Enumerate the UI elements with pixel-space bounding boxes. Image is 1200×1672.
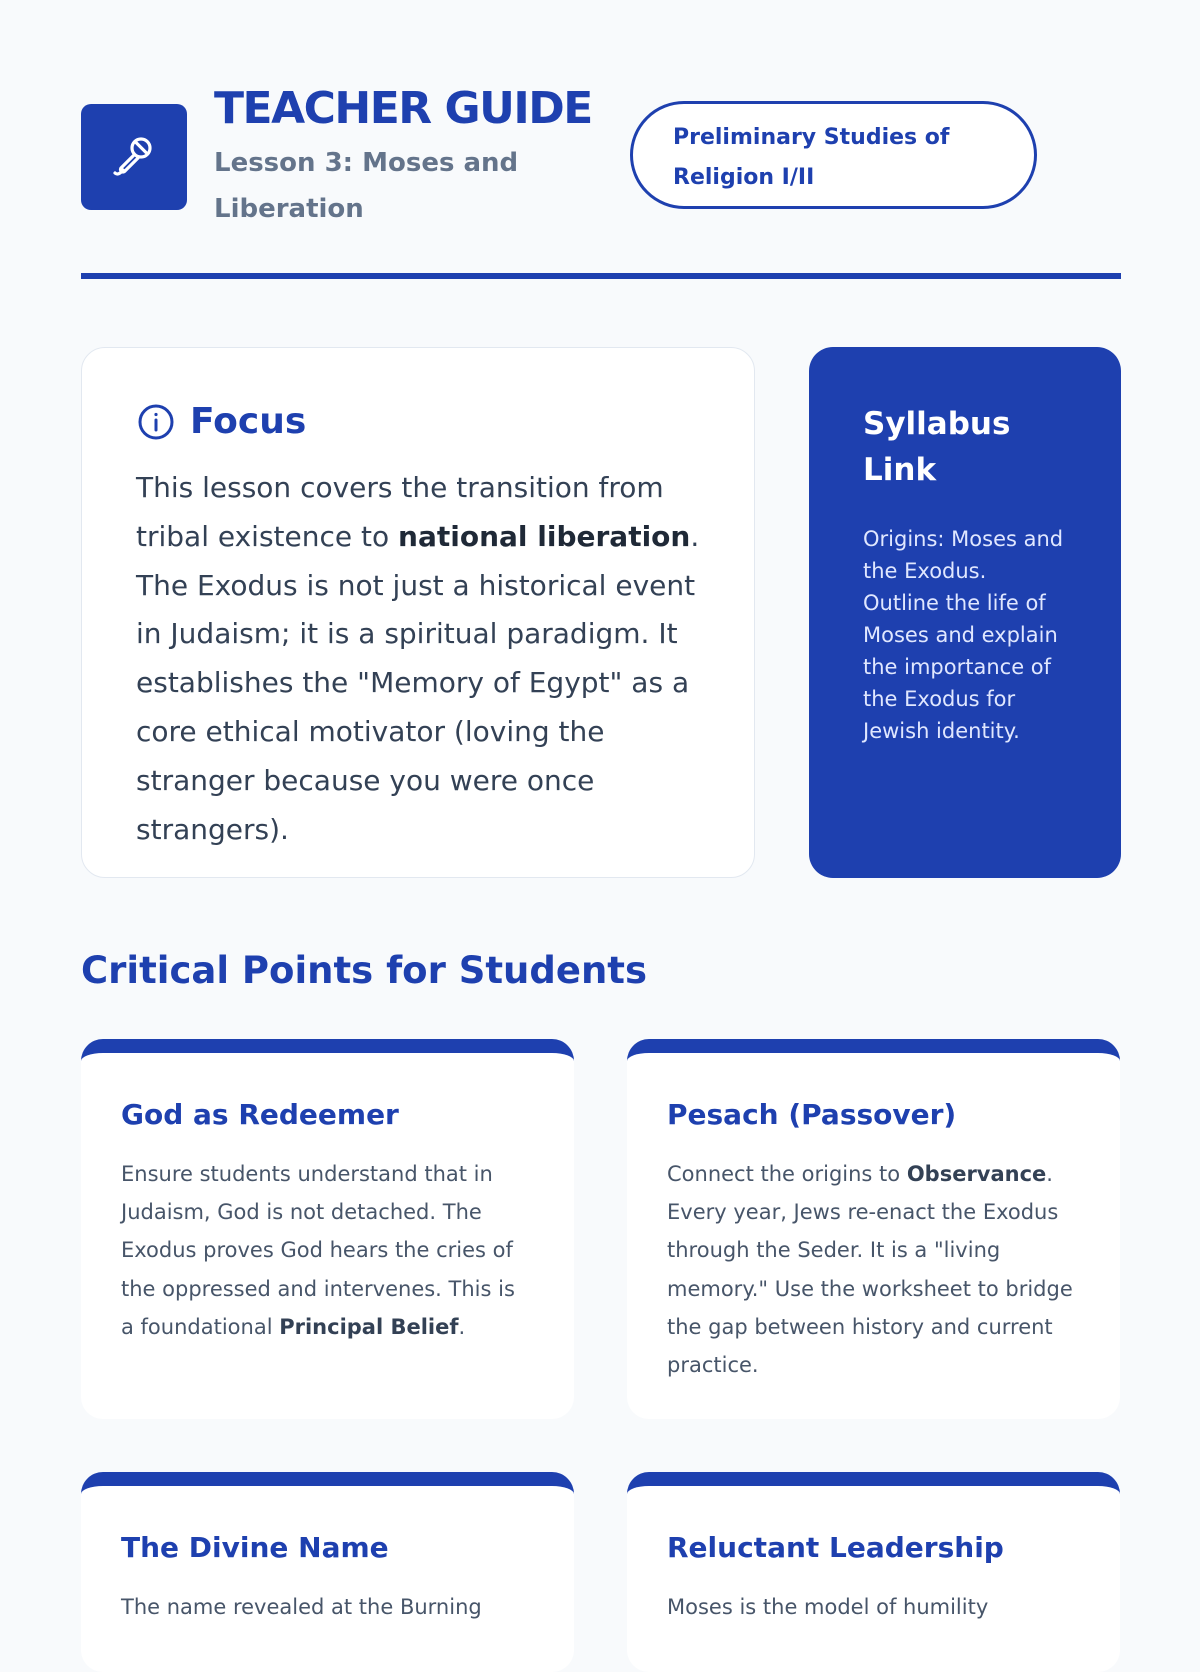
point-card-pesach [627,1039,1120,1419]
point-card-reluctant-leadership [627,1472,1120,1672]
point-card-god-as-redeemer [81,1039,574,1419]
syllabus-title: Syllabus Link [863,406,1011,488]
syllabus-origin: Origins: Moses and the Exodus. [863,527,1064,583]
point-text-part: . Every year, Jews re-enact the Exodus through the Seder. It is a "living memory." Use the worksheet to bridge the gap between history and current practice. [667,1162,1073,1378]
critical-points-title: Critical Points for Students [81,949,648,992]
logo-badge [81,104,187,210]
point-card-title: The Divine Name [121,1531,389,1564]
point-text-part: The name revealed at the Burning [121,1595,482,1619]
course-badge: Preliminary Studies of Religion I/II [630,101,1037,209]
point-text-part: . [458,1314,466,1339]
point-card-text [667,1588,1080,1626]
point-text-part: Ensure students understand that in Judaism, God is not detached. The Exodus proves God hears the cries of the oppressed and intervenes. This is a foundational [121,1162,515,1339]
point-text-part: Connect the origins to [667,1162,907,1186]
point-text-emphasis: Observance [906,1162,1047,1186]
page-header [81,84,1121,234]
syllabus-outcome: Outline the life of Moses and explain the importance of the Exodus for Jewish identity. [863,591,1058,743]
syllabus-text [863,523,1067,747]
point-card-title: Reluctant Leadership [667,1531,1004,1564]
point-card-text [121,1155,534,1346]
focus-text-body: The Exodus is not just a historical event in Judaism; it is a spiritual paradigm. It establishes the "Memory of Egypt" as a core ethical motivator (loving the stranger because you were once strangers). [136,568,696,846]
focus-text-part: . [690,519,700,553]
focus-heading [136,398,700,446]
point-text-emphasis: Principal Belief [279,1314,459,1339]
header-divider [81,273,1121,279]
title-block [214,84,634,232]
point-text-part: Moses is the model of humility [667,1595,989,1619]
focus-text [136,464,700,854]
focus-text-part: This lesson covers the transition from tribal existence to [136,471,664,553]
point-card-title: Pesach (Passover) [667,1098,957,1131]
focus-text-emphasis: national liberation [398,519,691,553]
point-card-text [667,1155,1080,1384]
focus-card [81,347,755,878]
point-card-divine-name [81,1472,574,1672]
focus-heading-label: Focus [190,401,307,442]
point-card-title: God as Redeemer [121,1098,399,1131]
syllabus-card [809,347,1121,878]
microphone-icon [110,133,158,181]
point-card-text [121,1588,534,1626]
page-title: TEACHER GUIDE [214,83,592,134]
info-icon [136,402,176,442]
lesson-subtitle: Lesson 3: Moses and Liberation [214,148,519,224]
